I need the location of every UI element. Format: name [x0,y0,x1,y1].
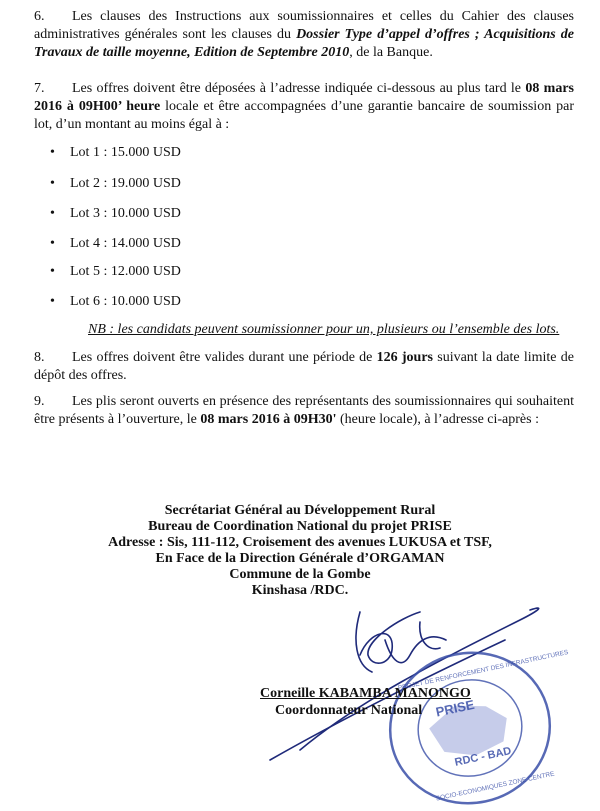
list-item: • Lot 4 : 14.000 USD [50,236,181,251]
paragraph-6: 6. Les clauses des Instructions aux soumissionnaires et celles du Cahier des clauses administratives générales sont les clauses du Dossier Type d’appel d’offres ; Acquisitions de Travaux de taille moyenne, Edition de Septembre 2010, de la Banque. [34,9,574,60]
list-item: • Lot 2 : 19.000 USD [50,176,181,191]
address-line: Bureau de Coordination National du projet PRISE [148,519,452,534]
address-line: Kinshasa /RDC. [251,583,349,598]
list-item: • Lot 1 : 15.000 USD [50,145,181,160]
validity-period: 126 jours [376,350,433,365]
signatory-name: Corneille KABAMBA MANONGO [260,686,471,701]
svg-text:PROJET DE RENFORCEMENT DES INF: PROJET DE RENFORCEMENT DES INFRASTRUCTURES [397,648,570,692]
paragraph-number: 7. [34,81,45,96]
paragraph-7: 7. Les offres doivent être déposées à l’adresse indiquée ci-dessous au plus tard le 08 mars 2016 à 09H00’ heure locale et être accompagnées d’une garantie bancaire de soumission par lot, d’un montant au moins égal à : [34,81,574,132]
list-item: • Lot 5 : 12.000 USD [50,264,181,279]
list-item: • Lot 6 : 10.000 USD [50,294,181,309]
paragraph-number: 6. [34,9,45,24]
svg-text:SOCIO-ECONOMIQUES ZONE CENTRE: SOCIO-ECONOMIQUES ZONE CENTRE [435,770,556,803]
paragraph-9: 9. Les plis seront ouverts en présence des représentants des soumissionnaires qui souhaitent être présents à l’ouverture, le 08 mars 2016 à 09H30' (heure locale), à l’adresse ci-après : [34,394,574,427]
paragraph-number: 9. [34,394,45,409]
deadline: 08 mars 2016 à 09H00’ heure [34,81,574,114]
opening-date: 08 mars 2016 à 09H30' [200,412,337,427]
svg-text:PRISE: PRISE [434,696,476,720]
paragraph-8: 8. Les offres doivent être valides durant une période de 126 jours suivant la date limite de dépôt des offres. [34,350,574,383]
svg-text:RDC - BAD: RDC - BAD [453,745,513,769]
address-line: En Face de la Direction Générale d’ORGAMAN [155,551,445,566]
paragraph-number: 8. [34,350,45,365]
address-line: Secrétariat Général au Développement Rural [164,503,436,518]
document-title: Dossier Type d’appel d’offres ; Acquisitions de Travaux de taille moyenne, Edition de Septembre 2010 [34,27,574,60]
address-line: Adresse : Sis, 111-112, Croisement des avenues LUKUSA et TSF, [108,535,492,550]
signatory-role: Coordonnateur National [275,703,423,718]
address-line: Commune de la Gombe [229,567,371,582]
list-item: • Lot 3 : 10.000 USD [50,206,181,221]
nb-note: NB : les candidats peuvent soumissionner pour un, plusieurs ou l’ensemble des lots. [88,322,560,337]
